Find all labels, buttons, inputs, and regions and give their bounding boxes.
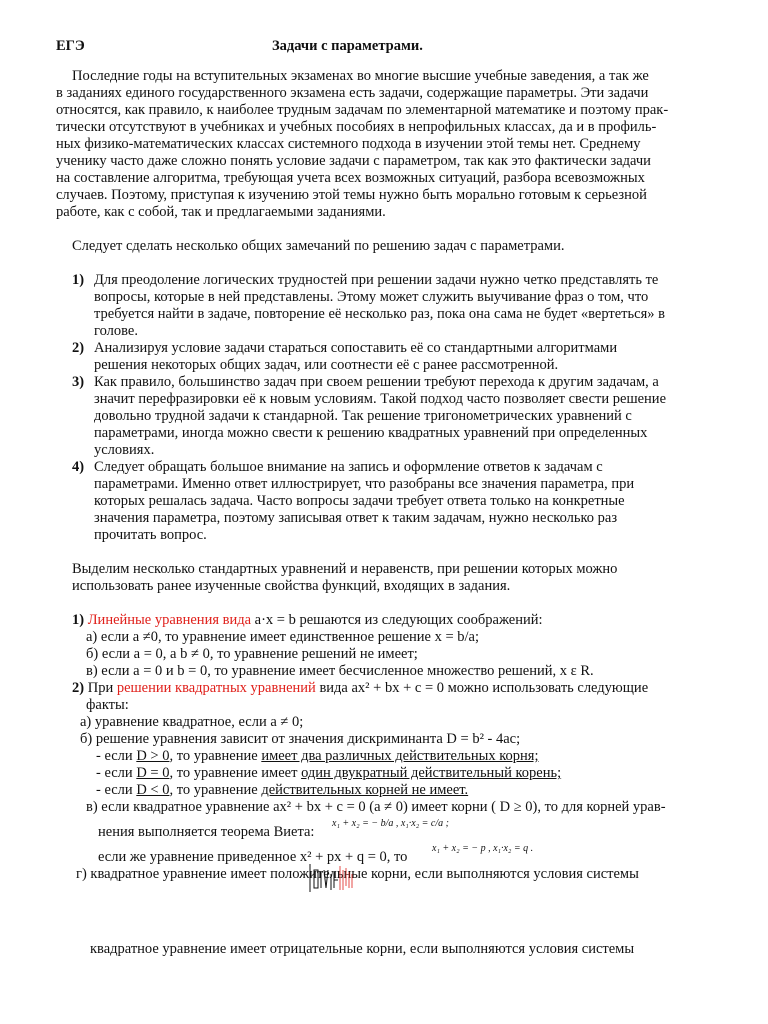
remark-line: параметрами, иногда можно свести к решению квадратных уравнений при определенных bbox=[94, 425, 648, 441]
case-condition: D > 0 bbox=[136, 748, 170, 764]
quadratic-rest2: факты: bbox=[86, 697, 129, 713]
remark-line: Следует обращать большое внимание на запись и оформление ответов к задачам с bbox=[94, 459, 603, 475]
intro-line: ных физико-математических классах системного подхода в изучении этой темы нет. Среднему bbox=[56, 136, 641, 152]
case-result: один двукратный действительный корень; bbox=[301, 765, 562, 781]
remark-line: решения некоторых общих задач, или соотнести её с ранее рассмотренной. bbox=[94, 357, 559, 373]
remark-line: вопросы, которые в ней представлены. Этому может служить выучивание фраз о том, что bbox=[94, 289, 649, 305]
vieta-formula: x₁ + x₂ = − b/a , x₁·x₂ = c/a ; bbox=[332, 818, 449, 829]
remark-line: Для преодоление логических трудностей при решении задачи нужно четко представлять те bbox=[94, 272, 659, 288]
intro-line: работе, как с собой, так и предлагаемыми заданиями. bbox=[56, 204, 386, 220]
remark-line: которых решалась задача. Часто вопросы задачи требует ответа только на конкретные bbox=[94, 493, 625, 509]
reduced-text: если же уравнение приведенное x² + px + q = 0, то bbox=[98, 849, 408, 865]
case-prefix: - если bbox=[96, 765, 137, 781]
remark-line: условиях. bbox=[94, 442, 155, 458]
linear-case: а) если a ≠0, то уравнение имеет единственное решение x = b/a; bbox=[86, 629, 480, 645]
remark-line: Анализируя условие задачи стараться сопоставить её со стандартными алгоритмами bbox=[94, 340, 618, 356]
quadratic-rest: вида ax² + bx + c = 0 можно использовать следующие bbox=[315, 680, 649, 696]
case-middle: , то уравнение имеет bbox=[169, 765, 302, 781]
remark-number: 3) bbox=[72, 374, 85, 390]
linear-term: Линейные уравнения вида bbox=[87, 612, 252, 628]
standard-intro-line: использовать ранее изученные свойства функций, входящих в задания. bbox=[72, 578, 511, 594]
case-condition: D = 0 bbox=[136, 765, 170, 781]
discriminant-case bbox=[96, 782, 468, 799]
linear-case: в) если a = 0 и b = 0, то уравнение имеет бесчисленное множество решений, x ε R. bbox=[86, 663, 594, 679]
remark-line: голове. bbox=[94, 323, 138, 339]
intro-line: на составление алгоритма, требующая учета всех возможных ситуаций, разбора всевозможных bbox=[56, 170, 645, 186]
vieta-text: нения выполняется теорема Виета: bbox=[98, 824, 315, 840]
remarks-intro: Следует сделать несколько общих замечаний по решению задач с параметрами. bbox=[72, 238, 565, 254]
case-result: имеет два различных действительных корня; bbox=[261, 748, 539, 764]
quadratic-fact-g: г) квадратное уравнение имеет положительные корни, если выполняются условия системы bbox=[76, 866, 639, 882]
remark-line: довольно трудной задачи к стандарной. Так решение тригонометрических уравнений с bbox=[94, 408, 632, 424]
reduced-formula: x₁ + x₂ = − p , x₁·x₂ = q . bbox=[432, 843, 534, 854]
case-prefix: - если bbox=[96, 748, 137, 764]
remark-number: 4) bbox=[72, 459, 85, 475]
remark-line: параметрами. Именно ответ иллюстрирует, что разобраны все значения параметра, при bbox=[94, 476, 635, 492]
intro-line: Последние годы на вступительных экзаменах во многие высшие учебные заведения, а так же bbox=[72, 68, 649, 84]
intro-line: случаев. Поэтому, приступая к изучению этой темы нужно быть морально готовым к серьезной bbox=[56, 187, 647, 203]
remark-line: прочитать вопрос. bbox=[94, 527, 207, 543]
standard-intro-line: Выделим несколько стандартных уравнений и неравенств, при решении которых можно bbox=[72, 561, 618, 577]
linear-case: б) если a = 0, a b ≠ 0, то уравнение решений не имеет; bbox=[86, 646, 418, 662]
quadratic-term: решении квадратных уравнений bbox=[116, 680, 316, 696]
linear-heading bbox=[72, 612, 543, 629]
case-prefix: - если bbox=[96, 782, 137, 798]
negative-roots-text: квадратное уравнение имеет отрицательные корни, если выполняются условия системы bbox=[90, 941, 635, 957]
case-condition: D < 0 bbox=[136, 782, 170, 798]
quadratic-heading bbox=[72, 680, 648, 697]
remark-number: 2) bbox=[72, 340, 85, 356]
remark-line: Как правило, большинство задач при своем решении требуют перехода к другим задачам, а bbox=[94, 374, 659, 390]
case-middle: , то уравнение bbox=[169, 782, 262, 798]
remark-line: значения параметра, поэтому записывая ответ к таким задачам, нужно несколько раз bbox=[94, 510, 618, 526]
intro-line: в заданиях единого государственного экзамена есть задачи, содержащие параметры. Эти задачи bbox=[56, 85, 649, 101]
header-exam-label: ЕГЭ bbox=[56, 38, 85, 54]
linear-rest: a·x = b решаются из следующих соображений: bbox=[251, 612, 543, 628]
remark-line: значит перефразировки её к новым условиям. Такой подход часто позволяет свести решение bbox=[94, 391, 666, 407]
intro-line: тически отсутствуют в учебниках и учебных пособиях в непрофильных классах, да и в профиль- bbox=[56, 119, 657, 135]
linear-number: 1) bbox=[72, 612, 85, 628]
quadratic-fact-v: в) если квадратное уравнение ax² + bx + c = 0 (a ≠ 0) имеет корни ( D ≥ 0), то для корней урав- bbox=[86, 799, 666, 815]
case-middle: , то уравнение bbox=[169, 748, 262, 764]
quadratic-fact-a: а) уравнение квадратное, если a ≠ 0; bbox=[80, 714, 304, 730]
discriminant-case bbox=[96, 748, 538, 765]
quadratic-number: 2) bbox=[72, 680, 85, 696]
system-formula-image bbox=[306, 860, 356, 896]
remark-line: требуется найти в задаче, повторение её несколько раз, пока она сама не будет «вертеться» в bbox=[94, 306, 665, 322]
remark-number: 1) bbox=[72, 272, 85, 288]
intro-line: относятся, как правило, к наиболее трудным задачам по элементарной математике и поэтому прак- bbox=[56, 102, 669, 118]
page-title: Задачи с параметрами. bbox=[272, 38, 423, 54]
intro-line: ученику часто даже сложно понять условие задачи с параметром, так как это фактически задачи bbox=[56, 153, 651, 169]
discriminant-case bbox=[96, 765, 561, 782]
quadratic-fact-b: б) решение уравнения зависит от значения дискриминанта D = b² - 4ac; bbox=[80, 731, 521, 747]
quadratic-pre: При bbox=[87, 680, 117, 696]
case-result: действительных корней не имеет. bbox=[261, 782, 469, 798]
